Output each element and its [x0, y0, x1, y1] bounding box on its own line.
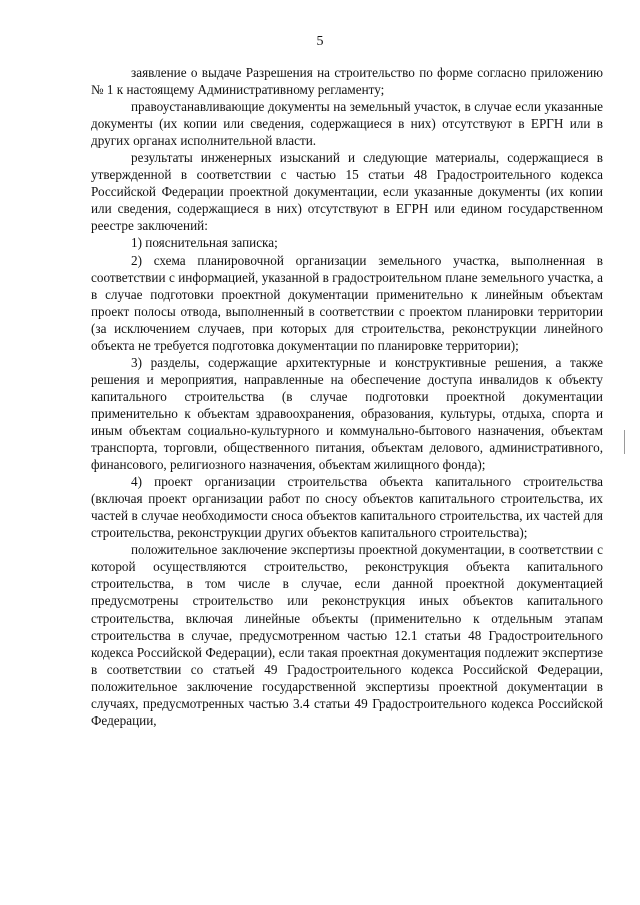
list-item-construction-organization: 4) проект организации строительства объекта капитального строительства (включая проект организации работ по сносу объектов капитального строительства, их частей в случае необходимости сноса объектов капитального строительства, их частей для строительства, реконструкции других объектов капитального строительства);: [91, 474, 603, 541]
paragraph-land-title-documents: правоустанавливающие документы на земельный участок, в случае если указанные документы (их копии или сведения, содержащиеся в них) отсутствуют в ЕРГН или в других органах исполнительной власти.: [91, 99, 603, 149]
paragraph-survey-results: результаты инженерных изысканий и следующие материалы, содержащиеся в утвержденной в соответствии с частью 15 статьи 48 Градостроительного кодекса Российской Федерации проектной документации, если указанные документы (их копии или сведения, содержащиеся в них) отсутствуют в ЕГРН или едином государственном реестре заключений:: [91, 150, 603, 234]
list-item-explanatory-note: 1) пояснительная записка;: [131, 235, 278, 251]
document-body: [91, 64, 603, 729]
list-item-architectural-sections: 3) разделы, содержащие архитектурные и конструктивные решения, а также решения и мероприятия, направленные на обеспечение доступа инвалидов к объекту капитального строительства (в случае подготовки проектной документации применительно к объектам здравоохранения, образования, культуры, отдыха, спорта и иным объектам социально-культурного и коммунально-бытового назначения, объектам транспорта, торговли, общественного питания, объектам делового, административного, финансового, религиозного назначения, объектам жилищного фонда);: [91, 354, 603, 473]
list-item-site-plan: 2) схема планировочной организации земельного участка, выполненная в соответствии с информацией, указанной в градостроительном плане земельного участка, а в случае подготовки проектной документации применительно к линейным объектам проект полосы отвода, выполненный в соответствии с проектом планировки территории (за исключением случаев, при которых для строительства, реконструкции линейного объекта не требуется подготовка документации по планировке территории);: [91, 252, 603, 353]
paragraph-application: заявление о выдаче Разрешения на строительство по форме согласно приложению № 1 к настоящему Административному регламенту;: [91, 65, 603, 98]
page-number: 5: [316, 34, 324, 49]
scan-artifact-mark: [624, 430, 625, 454]
paragraph-expert-conclusion: положительное заключение экспертизы проектной документации, в соответствии с которой осуществляются строительство, реконструкция объекта капитального строительства, в том числе в случае, если данной проектной документацией предусмотрены строительство или реконструкция иных объектов капитального строительства, включая линейные объекты (применительно к отдельным этапам строительства в случае, предусмотренном частью 12.1 статьи 48 Градостроительного кодекса Российской Федерации), если такая проектная документация подлежит экспертизе в соответствии со статьей 49 Градостроительного кодекса Российской Федерации, положительное заключение государственной экспертизы проектной документации в случаях, предусмотренных частью 3.4 статьи 49 Градостроительного кодекса Российской Федерации,: [91, 542, 603, 728]
